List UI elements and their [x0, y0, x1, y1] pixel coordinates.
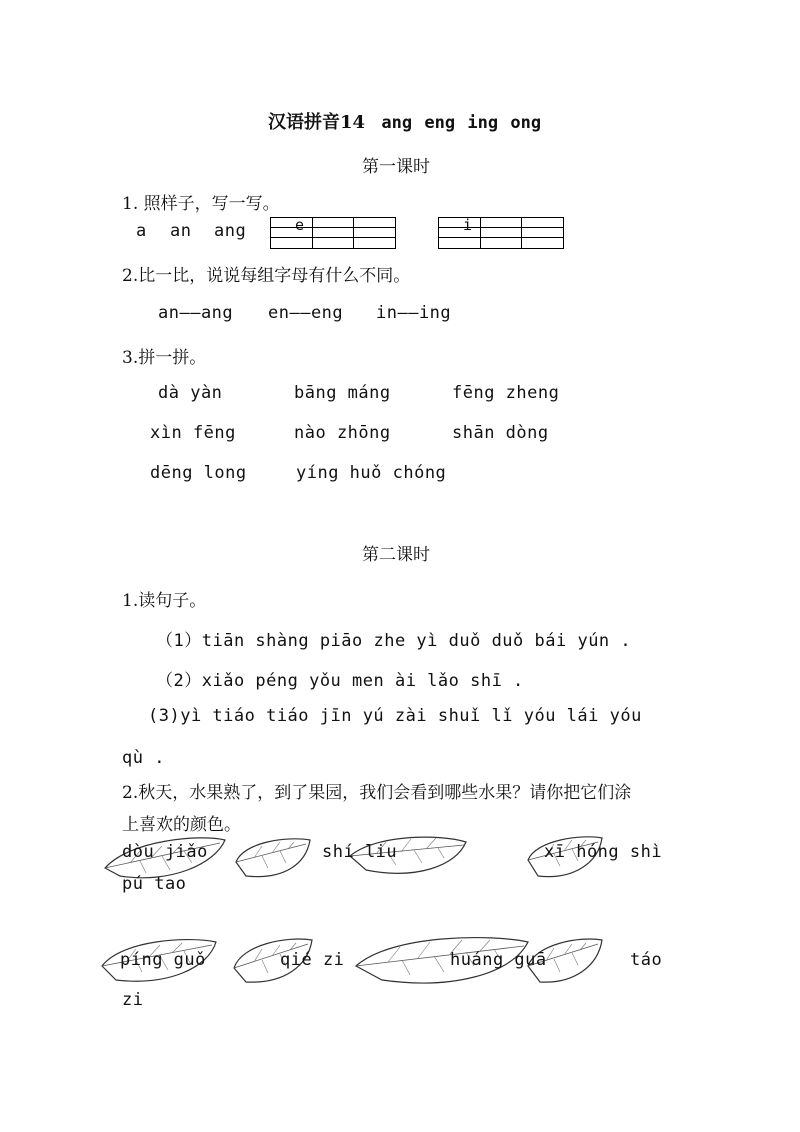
title-text: 汉语拼音14 [268, 112, 366, 133]
lesson1-q1-label: 1. 照样子，写一写。 [122, 194, 280, 214]
fruit-label: dòu jiǎo [122, 842, 208, 862]
title-pinyin-eng: eng [424, 113, 456, 133]
lesson2-q2-label-line1: 2.秋天，水果熟了，到了果园，我们会看到哪些水果？请你把它们涂 [122, 783, 632, 803]
pair-in-ing: in——ing [376, 303, 452, 323]
pinyin-word: fēng zheng [452, 383, 560, 403]
leaf-icon[interactable] [232, 834, 314, 884]
lesson2-heading: 第二课时 [362, 545, 430, 565]
fruit-label: shí liu [322, 842, 398, 862]
pinyin-word: bāng máng [294, 383, 391, 403]
pinyin-word: xìn fēng [150, 423, 236, 443]
sentence-3: (3)yì tiáo tiáo jīn yú zài shuǐ lǐ yóu lái yóu [148, 706, 642, 726]
pair-en-eng: en——eng [268, 303, 344, 323]
fruit-label: pú tao [122, 874, 187, 894]
sample-a: a [136, 221, 147, 241]
pinyin-word: dēng long [150, 463, 247, 483]
fruit-label: qié zi [280, 950, 345, 970]
sentence-2: （2）xiǎo péng yǒu men ài lǎo shī . [156, 671, 524, 691]
page-title [268, 108, 541, 134]
writing-grid-i[interactable] [438, 217, 564, 249]
fruit-label: zi [122, 990, 144, 1010]
sentence-1: （1）tiān shàng piāo zhe yì duǒ duǒ bái yún . [156, 631, 632, 651]
title-pinyin-ong: ong [510, 113, 542, 133]
lesson1-q2-label: 2.比一比，说说每组字母有什么不同。 [122, 266, 411, 286]
writing-grid-e[interactable] [270, 217, 396, 249]
title-pinyin-ang: ang [381, 113, 413, 133]
lesson1-q3-label: 3.拼一拼。 [122, 348, 207, 368]
sample-ang: ang [214, 221, 247, 241]
grid-letter-i: i [463, 216, 473, 234]
fruit-label: táo [630, 950, 663, 970]
fruit-label: xī hóng shì [544, 842, 663, 862]
pair-an-ang: an——ang [158, 303, 234, 323]
sentence-3-cont: qù . [122, 748, 165, 768]
sample-an: an [170, 221, 192, 241]
lesson2-q2-label-line2: 上喜欢的颜色。 [122, 815, 241, 835]
grid-letter-e: e [295, 216, 305, 234]
pinyin-word: shān dòng [452, 423, 549, 443]
pinyin-word: nào zhōng [294, 423, 391, 443]
lesson2-q1-label: 1.读句子。 [122, 591, 207, 611]
title-pinyin-ing: ing [467, 113, 499, 133]
fruit-label: píng guǒ [120, 950, 206, 970]
fruit-label: huáng guā [450, 950, 547, 970]
lesson1-heading: 第一课时 [362, 157, 430, 177]
pinyin-word: yíng huǒ chóng [296, 463, 447, 483]
pinyin-word: dà yàn [158, 383, 223, 403]
